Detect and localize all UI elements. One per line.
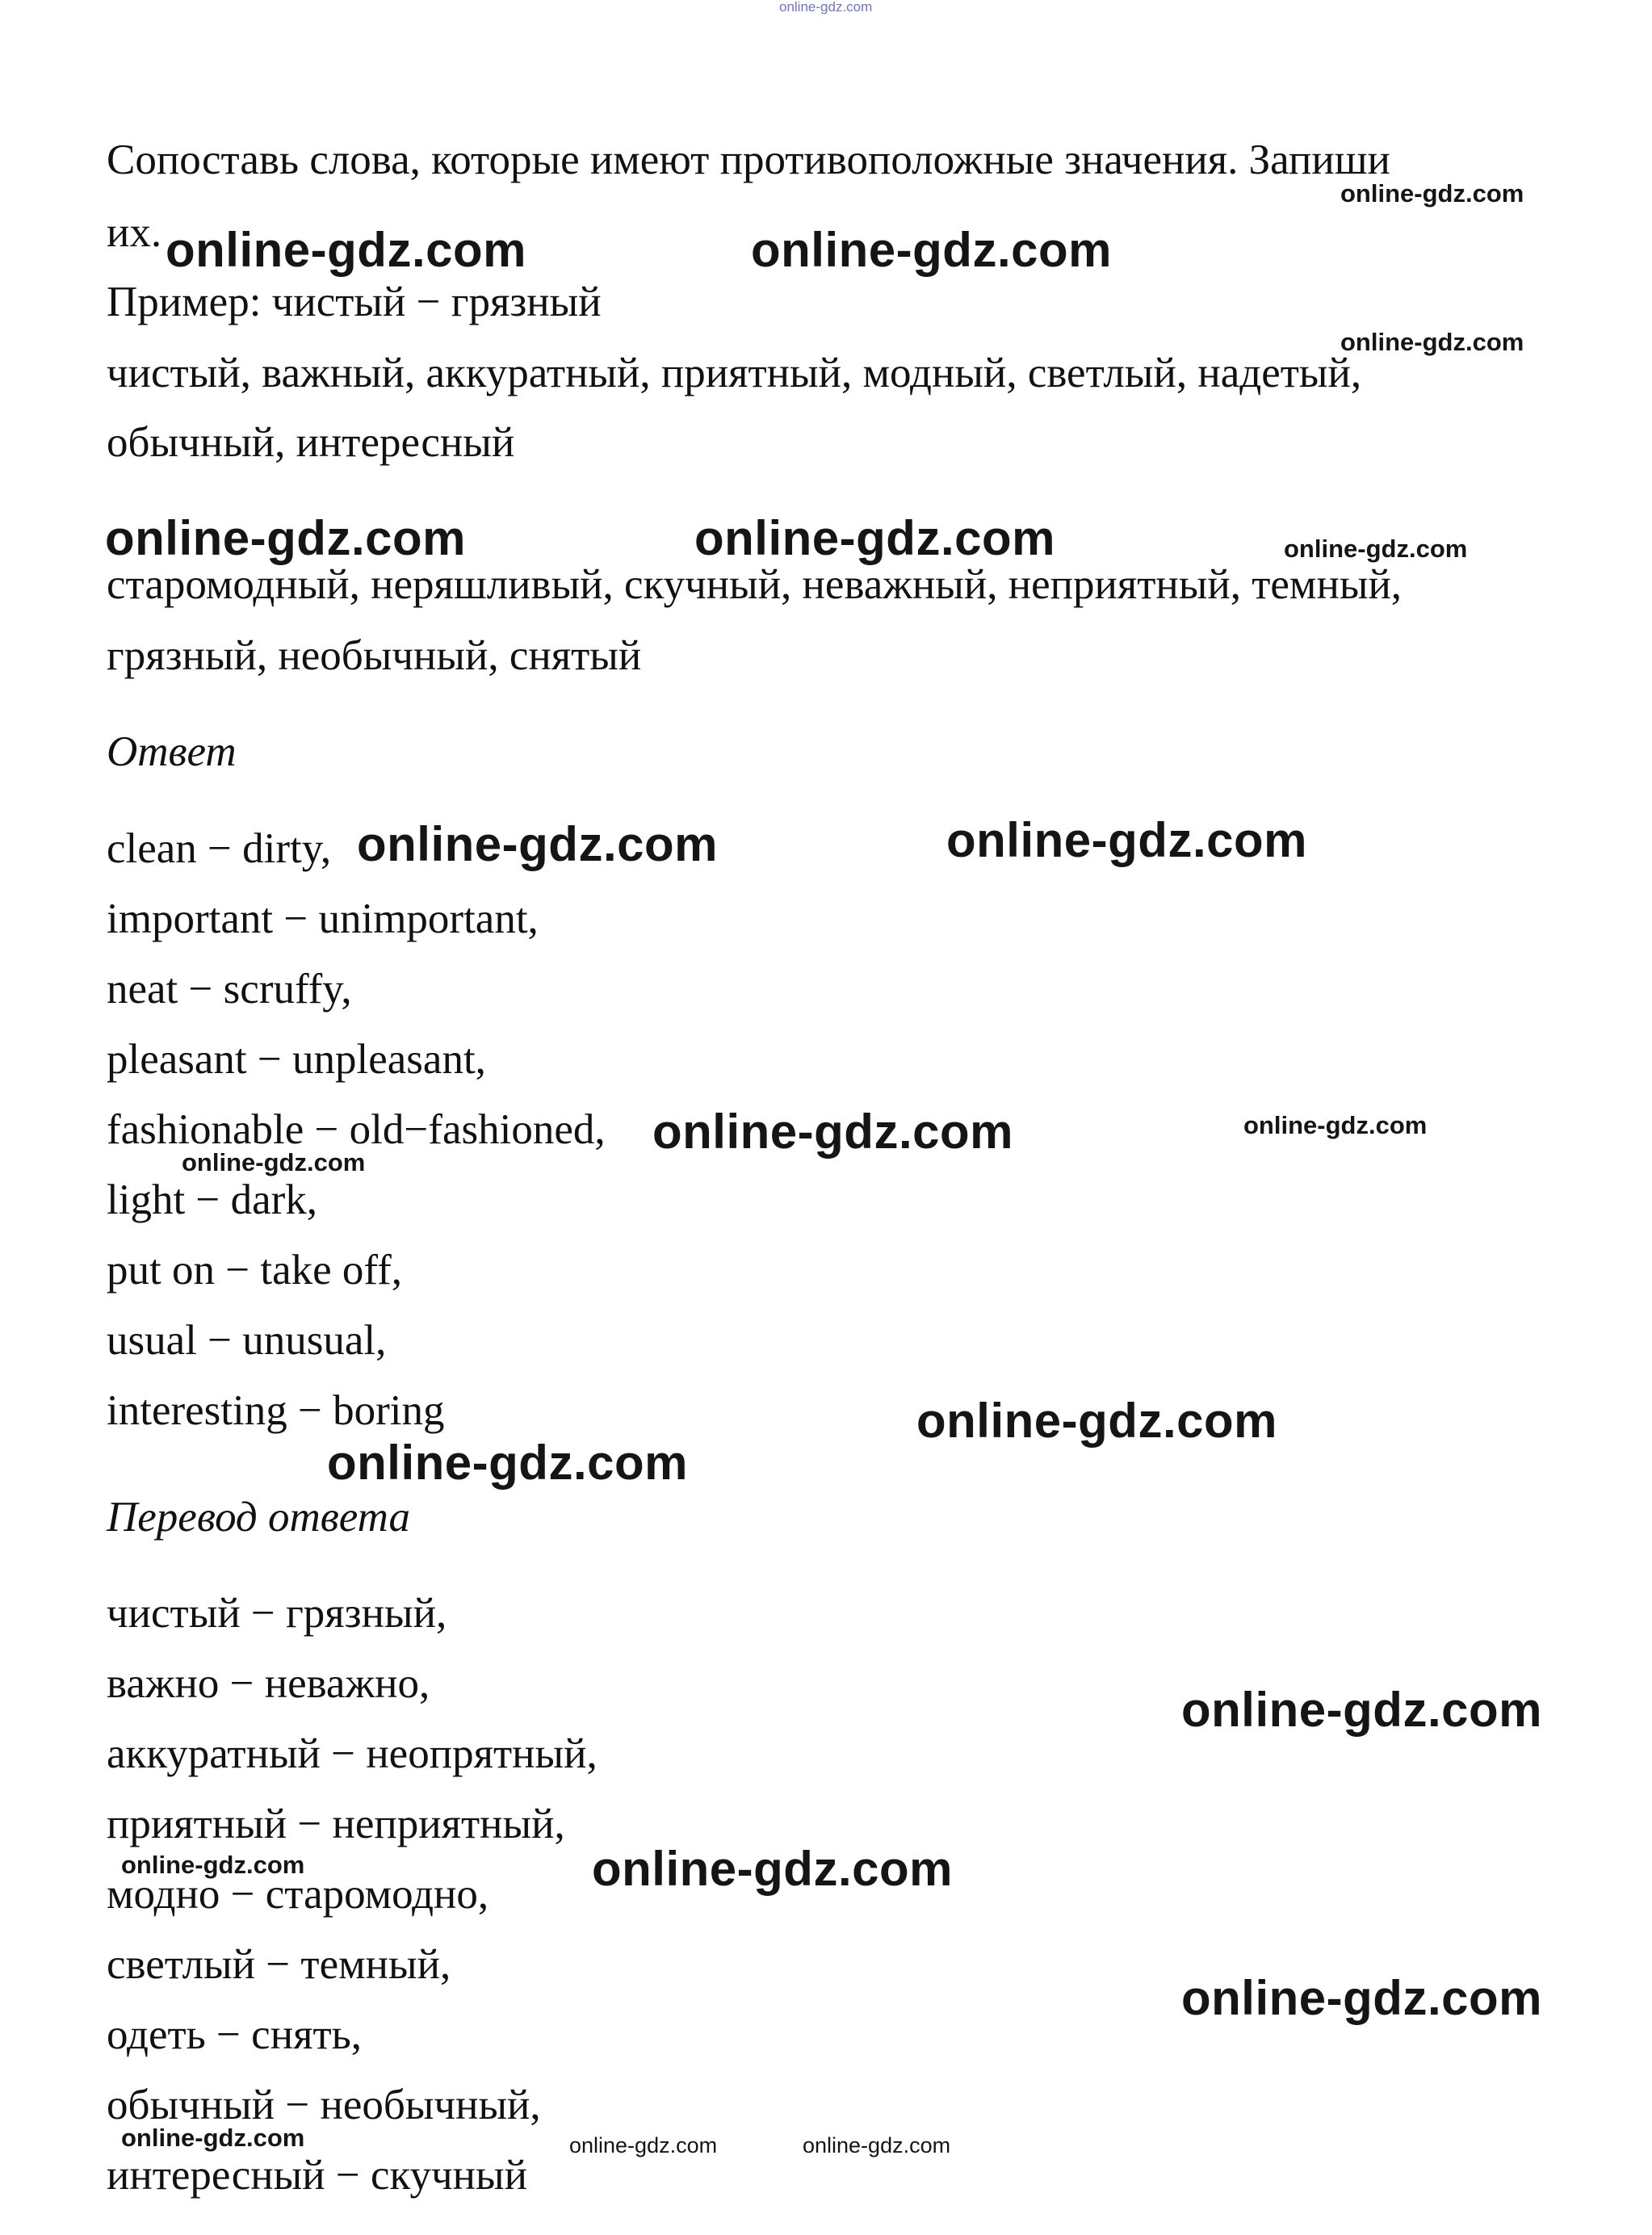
answer-line: interesting − boring bbox=[107, 1387, 445, 1434]
watermark: online-gdz.com bbox=[1181, 1683, 1542, 1737]
answer-line: fashionable − old−fashioned, bbox=[107, 1106, 606, 1153]
answer-heading: Ответ bbox=[107, 728, 237, 775]
answer-line: usual − unusual, bbox=[107, 1317, 387, 1364]
watermark: online-gdz.com bbox=[105, 511, 466, 565]
translation-line: приятный − неприятный, bbox=[107, 1801, 565, 1847]
watermark: online-gdz.com bbox=[803, 2133, 951, 2157]
translation-line: чистый − грязный, bbox=[107, 1590, 447, 1637]
watermark: online-gdz.com bbox=[182, 1148, 366, 1176]
words-line-2: обычный, интересный bbox=[107, 419, 515, 466]
answer-line: put on − take off, bbox=[107, 1247, 402, 1294]
watermark: online-gdz.com bbox=[327, 1436, 688, 1490]
watermark: online-gdz.com bbox=[121, 2124, 305, 2152]
translation-line: одеть − снять, bbox=[107, 2011, 363, 2058]
words-line-1: чистый, важный, аккуратный, приятный, модный, светлый, надетый, bbox=[107, 350, 1362, 396]
watermark: online-gdz.com bbox=[694, 511, 1055, 565]
translation-line: модно − старомодно, bbox=[107, 1871, 489, 1918]
watermark: online-gdz.com bbox=[946, 813, 1307, 867]
watermark: online-gdz.com bbox=[1243, 1111, 1428, 1139]
answer-line: neat − scruffy, bbox=[107, 966, 352, 1013]
watermark: online-gdz.com bbox=[751, 223, 1112, 277]
answer-line: light − dark, bbox=[107, 1176, 317, 1223]
antonyms-line-2: грязный, необычный, снятый bbox=[107, 632, 642, 679]
watermark: online-gdz.com bbox=[779, 0, 873, 15]
instruction-line-1: Сопоставь слова, которые имеют противоположные значения. Запиши bbox=[107, 136, 1390, 183]
answer-line: pleasant − unpleasant, bbox=[107, 1036, 486, 1083]
watermark: online-gdz.com bbox=[1284, 535, 1468, 563]
instruction-line-2: их. bbox=[107, 209, 162, 256]
translation-line: светлый − темный, bbox=[107, 1941, 451, 1988]
watermark: online-gdz.com bbox=[592, 1842, 953, 1896]
translation-line: важно − неважно, bbox=[107, 1660, 430, 1707]
translation-line: аккуратный − неопрятный, bbox=[107, 1730, 597, 1777]
watermark: online-gdz.com bbox=[357, 817, 718, 871]
watermark: online-gdz.com bbox=[1181, 1971, 1542, 2025]
translation-line: обычный − необычный, bbox=[107, 2082, 541, 2128]
watermark: online-gdz.com bbox=[652, 1105, 1013, 1159]
translation-line: интересный − скучный bbox=[107, 2152, 528, 2199]
translation-heading: Перевод ответа bbox=[107, 1494, 411, 1541]
watermark: online-gdz.com bbox=[1340, 179, 1524, 208]
watermark: online-gdz.com bbox=[569, 2133, 718, 2157]
answer-line: clean − dirty, bbox=[107, 825, 332, 872]
watermark: online-gdz.com bbox=[1340, 328, 1524, 356]
example-line: Пример: чистый − грязный bbox=[107, 279, 602, 325]
watermark: online-gdz.com bbox=[121, 1851, 305, 1879]
antonyms-line-1: старомодный, неряшливый, скучный, неважный, неприятный, темный, bbox=[107, 561, 1403, 608]
watermark: online-gdz.com bbox=[916, 1394, 1277, 1448]
answer-line: important − unimportant, bbox=[107, 895, 539, 942]
watermark: online-gdz.com bbox=[166, 223, 526, 277]
